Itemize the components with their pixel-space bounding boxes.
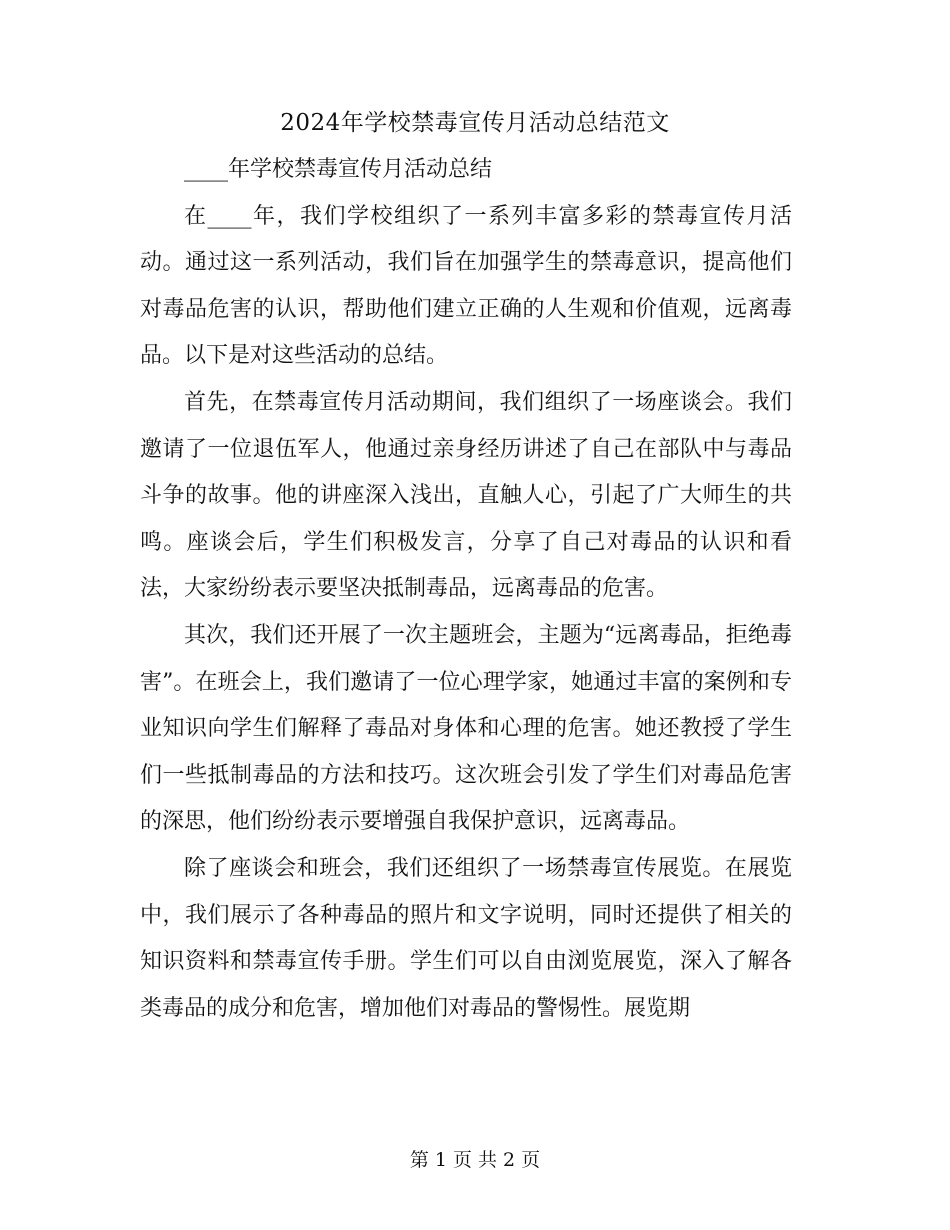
document-body: [140, 147, 792, 1032]
document-title: 2024年学校禁毒宣传月活动总结范文: [280, 110, 670, 136]
paragraph-exhibition: 除了座谈会和班会，我们还组织了一场禁毒宣传展览。在展览中，我们展示了各种毒品的照片和文字说明，同时还提供了相关的知识资料和禁毒宣传手册。学生们可以自由浏览展览，深入了解各类毒品的成分和危害，增加他们对毒品的警惕性。展览期: [140, 855, 792, 1021]
document-subtitle: ____年学校禁毒宣传月活动总结: [184, 157, 493, 182]
paragraph-class-meeting: 其次，我们还开展了一次主题班会，主题为“远离毒品，拒绝毒害”。在班会上，我们邀请了一位心理学家，她通过丰富的案例和专业知识向学生们解释了毒品对身体和心理的危害。她还教授了学生们一些抵制毒品的方法和技巧。这次班会引发了学生们对毒品危害的深思，他们纷纷表示要增强自我保护意识，远离毒品。: [140, 622, 792, 835]
paragraph-forum: 首先，在禁毒宣传月活动期间，我们组织了一场座谈会。我们邀请了一位退伍军人，他通过亲身经历讲述了自己在部队中与毒品斗争的故事。他的讲座深入浅出，直触人心，引起了广大师生的共鸣。座谈会后，学生们积极发言，分享了自己对毒品的认识和看法，大家纷纷表示要坚决抵制毒品，远离毒品的危害。: [140, 389, 792, 602]
page-number-footer: 第 1 页 共 2 页: [409, 1149, 541, 1171]
paragraph-intro: 在____年，我们学校组织了一系列丰富多彩的禁毒宣传月活动。通过这一系列活动，我们旨在加强学生的禁毒意识，提高他们对毒品危害的认识，帮助他们建立正确的人生观和价值观，远离毒品。以下是对这些活动的总结。: [140, 203, 792, 369]
